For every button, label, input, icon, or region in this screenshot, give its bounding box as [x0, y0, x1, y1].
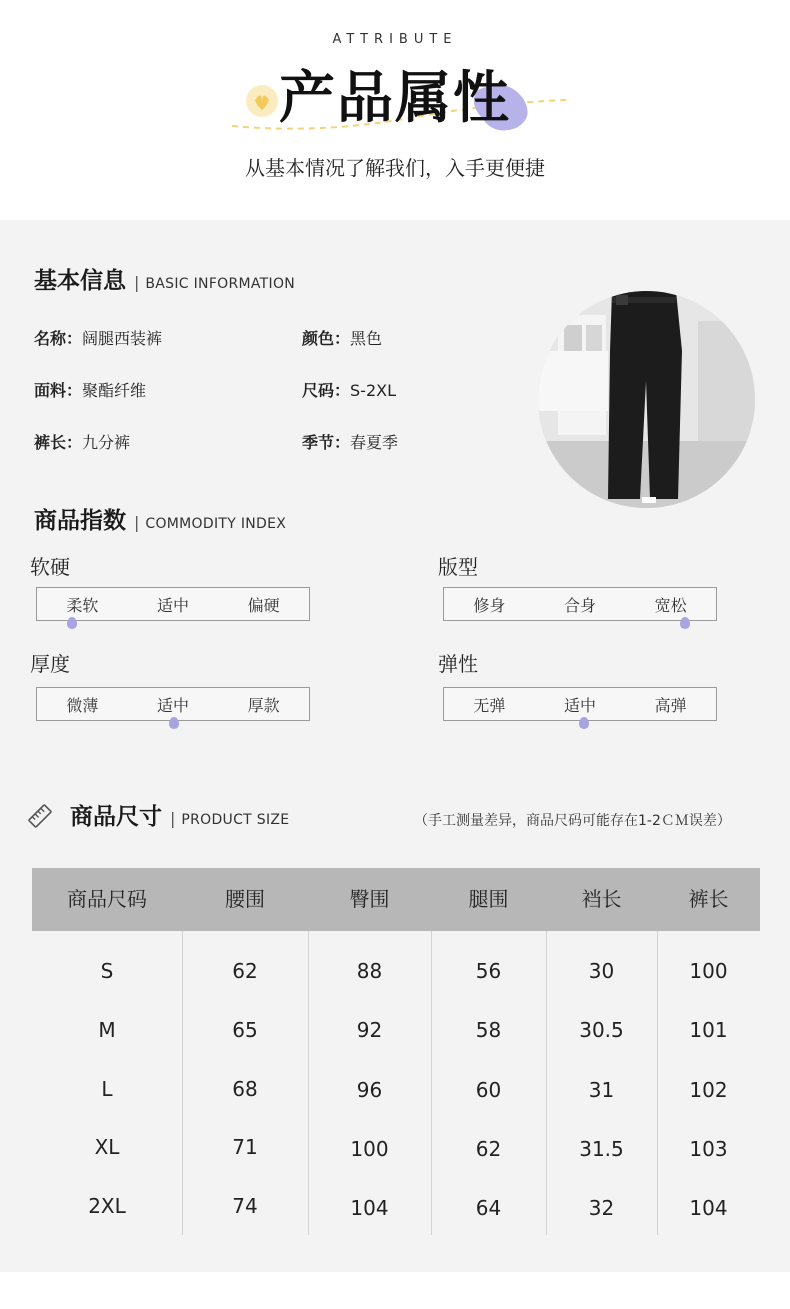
- table-cell: 100: [689, 959, 728, 983]
- scale-option: 适中: [156, 695, 189, 715]
- commodity-index-title: 商品指数: [34, 507, 126, 534]
- table-cell: 65: [232, 1018, 258, 1042]
- info-field-color: [302, 326, 382, 349]
- scale-option: 柔软: [66, 595, 99, 615]
- attribute-header: [0, 0, 790, 220]
- index-thickness-label: 厚度: [30, 652, 70, 676]
- table-cell: 103: [689, 1137, 728, 1161]
- attribute-en-label: ATTRIBUTE: [332, 32, 458, 47]
- commodity-index-heading: [34, 502, 286, 535]
- product-size-heading: [70, 798, 289, 831]
- page-title: 产品属性: [279, 65, 511, 131]
- column-header: 腿围: [468, 887, 509, 911]
- table-cell: 30.5: [579, 1018, 624, 1042]
- column-header: 裤长: [688, 887, 729, 911]
- column-header: 商品尺码: [67, 887, 147, 911]
- scale-option: 高弹: [654, 695, 687, 715]
- table-cell: 56: [475, 959, 502, 983]
- size-table-header: [32, 868, 760, 931]
- index-softness-label: 软硬: [30, 555, 70, 579]
- commodity-index-title-en: COMMODITY INDEX: [145, 516, 287, 532]
- table-cell: 71: [232, 1135, 258, 1159]
- info-field-fabric: [34, 378, 146, 401]
- heading-separator: |: [134, 513, 140, 532]
- info-value: S-2XL: [350, 381, 396, 400]
- table-cell: 74: [232, 1194, 258, 1218]
- table-cell: 88: [356, 959, 383, 983]
- index-thickness-scale: [36, 687, 310, 721]
- info-label: 裤长：: [34, 433, 83, 452]
- table-cell: 104: [689, 1196, 728, 1220]
- index-fit-scale: [443, 587, 717, 621]
- table-cell: M: [98, 1018, 116, 1042]
- selected-indicator-icon: [579, 717, 589, 729]
- basic-info-title-en: BASIC INFORMATION: [145, 276, 296, 292]
- table-cell: 2XL: [88, 1194, 126, 1218]
- ruler-icon: [26, 802, 54, 830]
- table-cell: 32: [588, 1196, 615, 1220]
- scale-option: 适中: [156, 595, 189, 615]
- scale-option: 无弹: [473, 695, 506, 715]
- selected-indicator-icon: [680, 617, 690, 629]
- table-cell: 100: [350, 1137, 389, 1161]
- table-cell: 101: [689, 1018, 728, 1042]
- scale-option: 适中: [563, 695, 596, 715]
- info-value: 阔腿西装裤: [82, 329, 163, 348]
- table-cell: 60: [475, 1078, 502, 1102]
- table-cell: L: [101, 1077, 113, 1101]
- page-subtitle: 从基本情况了解我们，入手更便捷: [245, 156, 545, 180]
- table-cell: 58: [475, 1018, 502, 1042]
- info-field-season: [302, 430, 398, 453]
- scale-option: 偏硬: [247, 595, 280, 615]
- table-cell: 96: [356, 1078, 383, 1102]
- selected-indicator-icon: [169, 717, 179, 729]
- heading-separator: |: [134, 273, 140, 292]
- table-cell: 30: [588, 959, 615, 983]
- title-area: [0, 48, 790, 138]
- page-footer-space: [0, 1272, 790, 1309]
- table-cell: S: [100, 959, 114, 983]
- info-label: 尺码：: [302, 381, 351, 400]
- table-cell: 31.5: [579, 1137, 624, 1161]
- table-cell: XL: [94, 1135, 120, 1159]
- info-value: 黑色: [350, 329, 383, 348]
- info-field-name: [34, 326, 162, 349]
- column-header: 臀围: [349, 887, 390, 911]
- table-cell: 31: [588, 1078, 615, 1102]
- scale-option: 修身: [473, 595, 506, 615]
- column-header: 腰围: [225, 887, 265, 911]
- product-photo: [538, 291, 755, 508]
- table-cell: 62: [475, 1137, 502, 1161]
- table-cell: 68: [232, 1077, 258, 1101]
- info-value: 聚酯纤维: [82, 381, 147, 400]
- scale-option: 合身: [563, 595, 596, 615]
- index-softness-scale: [36, 587, 310, 621]
- info-label: 面料：: [34, 381, 83, 400]
- info-field-length: [34, 430, 130, 453]
- info-value: 春夏季: [350, 433, 399, 452]
- scale-option: 厚款: [247, 695, 280, 715]
- info-label: 季节：: [302, 433, 351, 452]
- heading-separator: |: [170, 809, 176, 828]
- table-cell: 62: [232, 959, 258, 983]
- table-cell: 92: [356, 1018, 383, 1042]
- index-elasticity-scale: [443, 687, 717, 721]
- size-note: （手工测量差异，商品尺码可能存在1-2ＣＭ误差）: [414, 813, 731, 829]
- scale-option: 微薄: [66, 695, 99, 715]
- table-cell: 104: [350, 1196, 389, 1220]
- scale-option: 宽松: [654, 595, 687, 615]
- info-field-size: [302, 378, 396, 401]
- basic-info-heading: [34, 262, 295, 295]
- product-size-title-en: PRODUCT SIZE: [181, 812, 290, 828]
- info-value: 九分裤: [82, 433, 131, 452]
- info-label: 颜色：: [302, 329, 351, 348]
- selected-indicator-icon: [67, 617, 77, 629]
- info-label: 名称：: [34, 329, 83, 348]
- index-fit-label: 版型: [438, 555, 478, 579]
- table-cell: 102: [689, 1078, 728, 1102]
- table-cell: 64: [475, 1196, 502, 1220]
- product-size-title: 商品尺寸: [70, 803, 162, 830]
- basic-info-title: 基本信息: [34, 267, 126, 294]
- column-header: 裆长: [581, 887, 622, 911]
- index-elasticity-label: 弹性: [438, 652, 478, 676]
